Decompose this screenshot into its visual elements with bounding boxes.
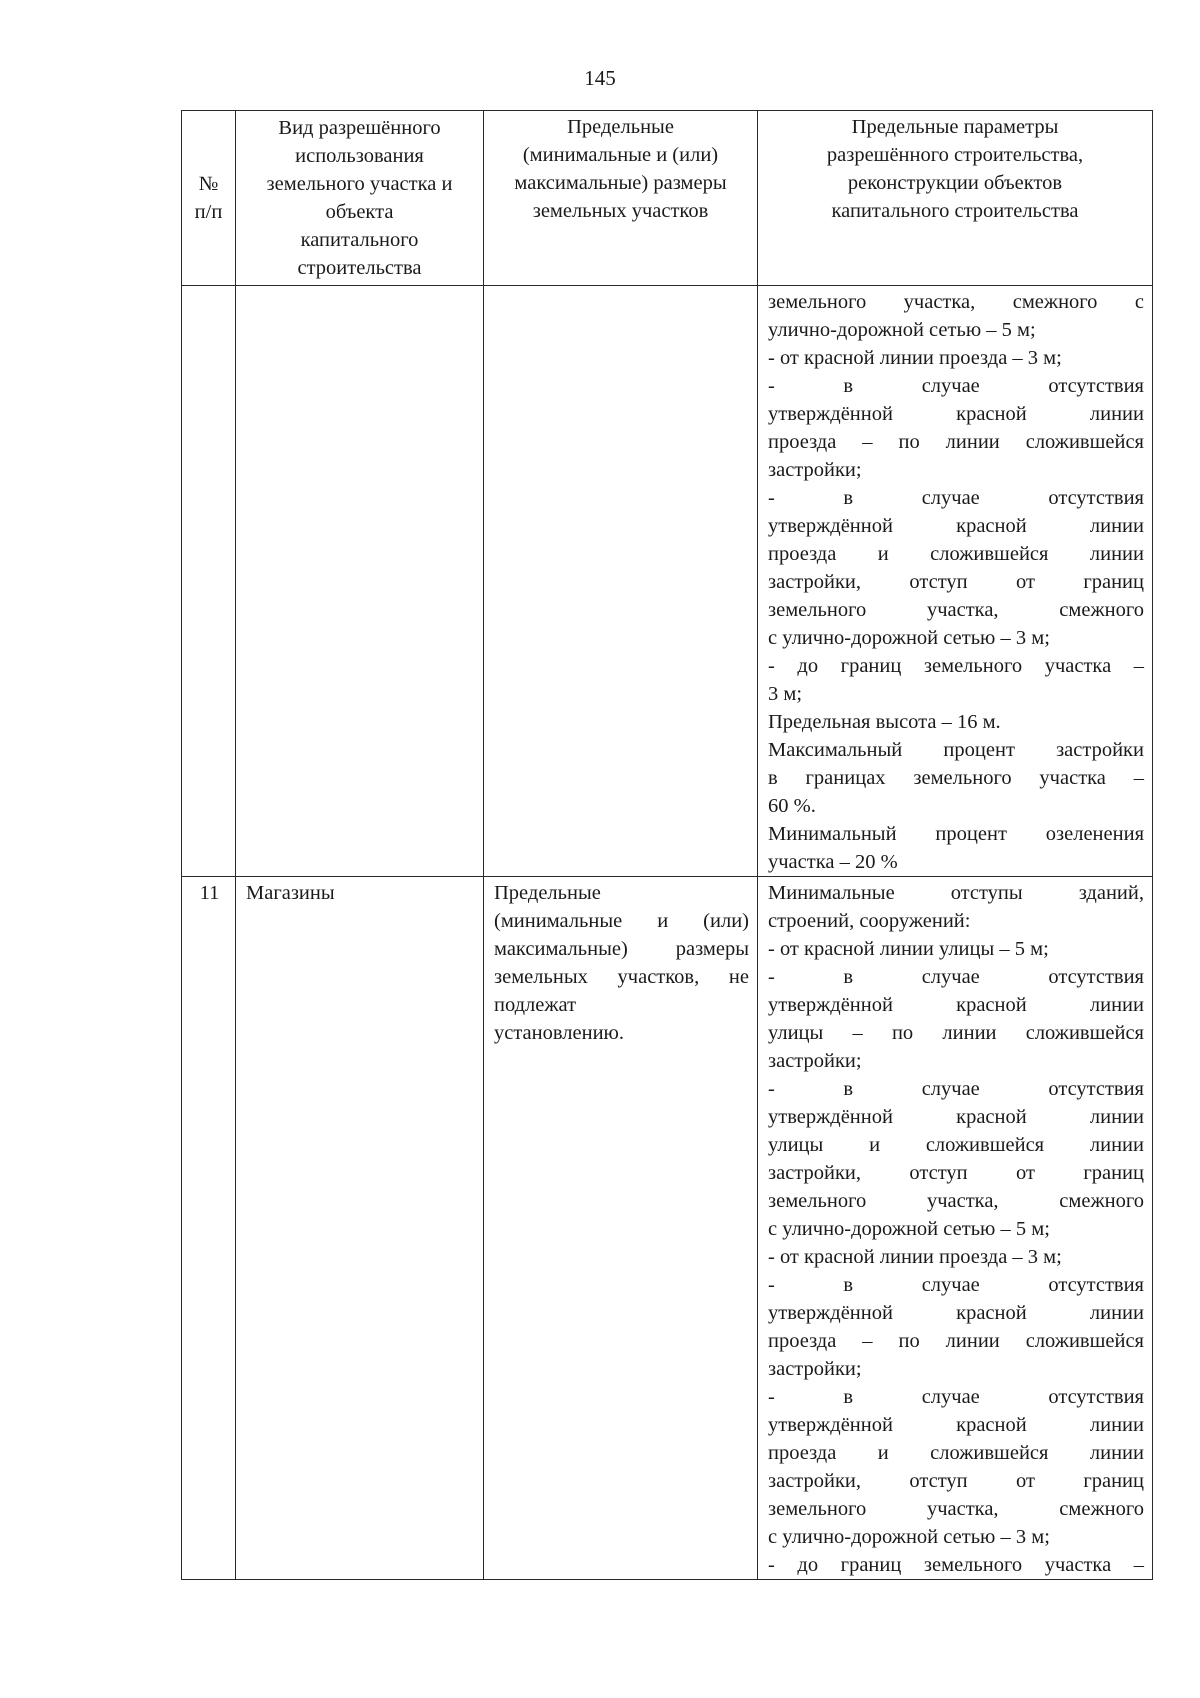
text-line: в границах земельного участка – (768, 767, 1144, 789)
text-line: 60 %. (768, 795, 816, 817)
header-line: Предельные (567, 116, 674, 138)
text-line: участка – 20 % (768, 851, 898, 873)
cell-plot-size (484, 286, 758, 877)
table-row (182, 877, 1153, 1580)
table-header-row (182, 111, 1153, 286)
text-line: Максимальный процент застройки (768, 739, 1144, 761)
text-line: утверждённой красной линии (768, 994, 1144, 1016)
text-line: земельного участка, смежного с (768, 291, 1144, 313)
text-line: утверждённой красной линии (768, 403, 1144, 425)
cell-construction-params (758, 877, 1153, 1580)
text-line: улицы и сложившейся линии (768, 1134, 1144, 1156)
text-line: проезда и сложившейся линии (768, 1442, 1144, 1464)
text-line: застройки, отступ от границ (768, 1470, 1144, 1492)
text-line: с улично-дорожной сетью – 3 м; (768, 627, 1050, 649)
text-line: застройки, отступ от границ (768, 1162, 1144, 1184)
text-line: - до границ земельного участка – (768, 655, 1144, 677)
text-line: застройки; (768, 459, 862, 481)
text-line: строений, сооружений: (768, 910, 971, 932)
text-line: улицы – по линии сложившейся (768, 1022, 1144, 1044)
table-body (182, 286, 1153, 1580)
text-line: - в случае отсутствия (768, 1078, 1144, 1100)
text-line: Минимальные отступы зданий, (768, 882, 1144, 904)
header-use-type (236, 111, 484, 286)
header-line: земельных участков (532, 200, 709, 222)
text-line: - в случае отсутствия (768, 375, 1144, 397)
text-line: - от красной линии проезда – 3 м; (768, 347, 1062, 369)
page-number: 145 (584, 66, 616, 90)
text-line: земельного участка, смежного (768, 1190, 1144, 1212)
text-line: утверждённой красной линии (768, 1414, 1144, 1436)
text-line: 3 м; (768, 683, 803, 705)
text-line: - от красной линии проезда – 3 м; (768, 1246, 1062, 1268)
text-line: утверждённой красной линии (768, 1302, 1144, 1324)
header-line: № (198, 173, 219, 195)
header-plot-size (484, 111, 758, 286)
text-line: проезда и сложившейся линии (768, 543, 1144, 565)
header-number (182, 111, 236, 286)
text-line: земельных участков, не (494, 966, 749, 988)
text-line: (минимальные и (или) (494, 910, 749, 932)
text-line: подлежат (494, 994, 577, 1016)
text-line: Магазины (246, 882, 335, 904)
text-line: с улично-дорожной сетью – 3 м; (768, 1526, 1050, 1548)
header-line: строительства (297, 257, 422, 279)
text-line: земельного участка, смежного (768, 599, 1144, 621)
text-line: установлению. (494, 1022, 624, 1044)
header-line: разрешённого строительства, (826, 144, 1084, 166)
text-line: утверждённой красной линии (768, 515, 1144, 537)
header-line: использования (295, 145, 424, 167)
text-line: - до границ земельного участка – (768, 1554, 1144, 1576)
zoning-table (181, 110, 1153, 1580)
text-line: проезда – по линии сложившейся (768, 1330, 1144, 1352)
header-line: реконструкции объектов (847, 172, 1063, 194)
header-line: капитального (300, 229, 419, 251)
text-line: с улично-дорожной сетью – 5 м; (768, 1218, 1050, 1240)
text-line: - в случае отсутствия (768, 1274, 1144, 1296)
text-line: застройки; (768, 1358, 862, 1380)
cell-number: 11 (182, 877, 236, 1580)
cell-number (182, 286, 236, 877)
text-line: - в случае отсутствия (768, 966, 1144, 988)
text-line: Предельная высота – 16 м. (768, 711, 1001, 733)
text-line: застройки, отступ от границ (768, 571, 1144, 593)
text-line: застройки; (768, 1050, 862, 1072)
text-line: земельного участка, смежного (768, 1498, 1144, 1520)
text-line: - в случае отсутствия (768, 1386, 1144, 1408)
cell-plot-size (484, 877, 758, 1580)
text-line: - от красной линии улицы – 5 м; (768, 938, 1049, 960)
header-line: объекта (325, 201, 394, 223)
header-construction-params (758, 111, 1153, 286)
table-row (182, 286, 1153, 877)
text-line: максимальные) размеры (494, 938, 749, 960)
text-line: улично-дорожной сетью – 5 м; (768, 319, 1036, 341)
text-line: - в случае отсутствия (768, 487, 1144, 509)
header-line: (минимальные и (или) (522, 144, 719, 166)
text-line: проезда – по линии сложившейся (768, 431, 1144, 453)
header-line: максимальные) размеры (514, 172, 727, 194)
header-line: капитального строительства (831, 200, 1079, 222)
text-line: Предельные (494, 882, 601, 904)
text-line: Минимальный процент озеленения (768, 823, 1144, 845)
cell-use-type (236, 286, 484, 877)
cell-use-type (236, 877, 484, 1580)
text-line: утверждённой красной линии (768, 1106, 1144, 1128)
header-line: Вид разрешённого (278, 117, 441, 139)
header-line: Предельные параметры (851, 116, 1059, 138)
cell-construction-params (758, 286, 1153, 877)
header-line: земельного участка и (266, 173, 453, 195)
header-line: п/п (194, 201, 223, 223)
